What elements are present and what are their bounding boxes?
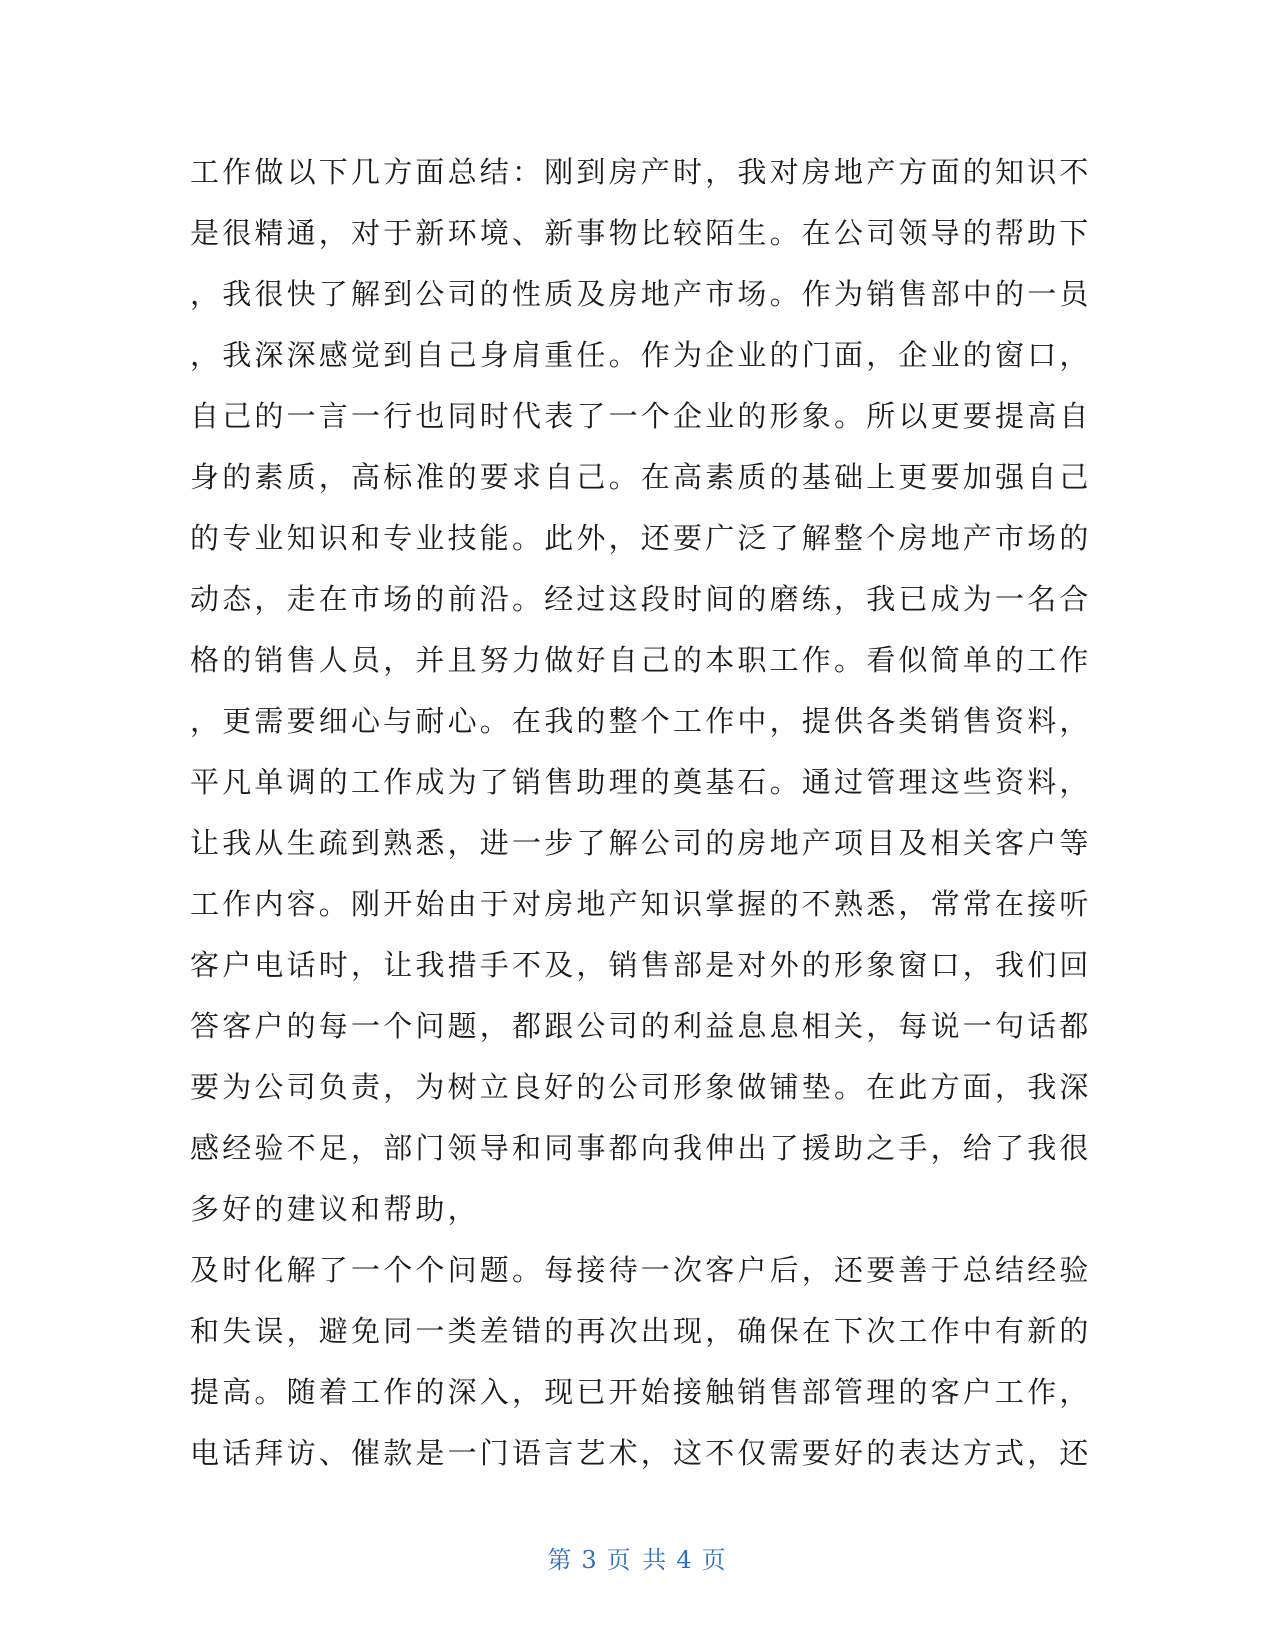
text-line-11: 平凡单调的工作成为了销售助理的奠基石。通过管理这些资料， — [190, 765, 1092, 799]
footer-prefix: 第 — [547, 1546, 574, 1574]
text-line-15: 答客户的每一个问题，都跟公司的利益息息相关，每说一句话都 — [190, 1009, 1092, 1043]
text-line-2: 是很精通，对于新环境、新事物比较陌生。在公司领导的帮助下 — [190, 216, 1092, 250]
text-line-17: 感经验不足，部门领导和同事都向我伸出了援助之手，给了我很 — [190, 1131, 1092, 1165]
footer-current-page: 3 — [581, 1546, 599, 1574]
body-text — [190, 142, 1092, 1484]
text-line-21: 提高。随着工作的深入，现已开始接触销售部管理的客户工作， — [190, 1375, 1092, 1409]
text-line-19: 及时化解了一个个问题。每接待一次客户后，还要善于总结经验 — [190, 1253, 1092, 1287]
text-line-12: 让我从生疏到熟悉，进一步了解公司的房地产项目及相关客户等 — [190, 826, 1092, 860]
text-line-6: 身的素质，高标准的要求自己。在高素质的基础上更要加强自己 — [190, 460, 1092, 494]
text-line-9: 格的销售人员，并且努力做好自己的本职工作。看似简单的工作 — [190, 643, 1092, 677]
footer-suffix: 页 — [701, 1546, 728, 1574]
text-line-4: ，我深深感觉到自己身肩重任。作为企业的门面，企业的窗口， — [190, 338, 1092, 372]
text-line-10: ，更需要细心与耐心。在我的整个工作中，提供各类销售资料， — [190, 704, 1092, 738]
text-line-22: 电话拜访、催款是一门语言艺术，这不仅需要好的表达方式，还 — [190, 1436, 1092, 1470]
text-line-3: ，我很快了解到公司的性质及房地产市场。作为销售部中的一员 — [190, 277, 1092, 311]
text-line-5: 自己的一言一行也同时代表了一个企业的形象。所以更要提高自 — [190, 399, 1092, 433]
text-line-18: 多好的建议和帮助， — [190, 1192, 480, 1226]
text-line-7: 的专业知识和专业技能。此外，还要广泛了解整个房地产市场的 — [190, 521, 1092, 555]
page-footer — [0, 1540, 1275, 1575]
footer-total-pages: 4 — [676, 1546, 694, 1574]
text-line-20: 和失误，避免同一类差错的再次出现，确保在下次工作中有新的 — [190, 1314, 1092, 1348]
text-line-8: 动态，走在市场的前沿。经过这段时间的磨练，我已成为一名合 — [190, 582, 1092, 616]
text-line-13: 工作内容。刚开始由于对房地产知识掌握的不熟悉，常常在接听 — [190, 887, 1092, 921]
text-line-16: 要为公司负责，为树立良好的公司形象做铺垫。在此方面，我深 — [190, 1070, 1092, 1104]
footer-middle: 页 共 — [606, 1546, 669, 1574]
text-line-1: 工作做以下几方面总结：刚到房产时，我对房地产方面的知识不 — [190, 155, 1092, 189]
text-line-14: 客户电话时，让我措手不及，销售部是对外的形象窗口，我们回 — [190, 948, 1092, 982]
